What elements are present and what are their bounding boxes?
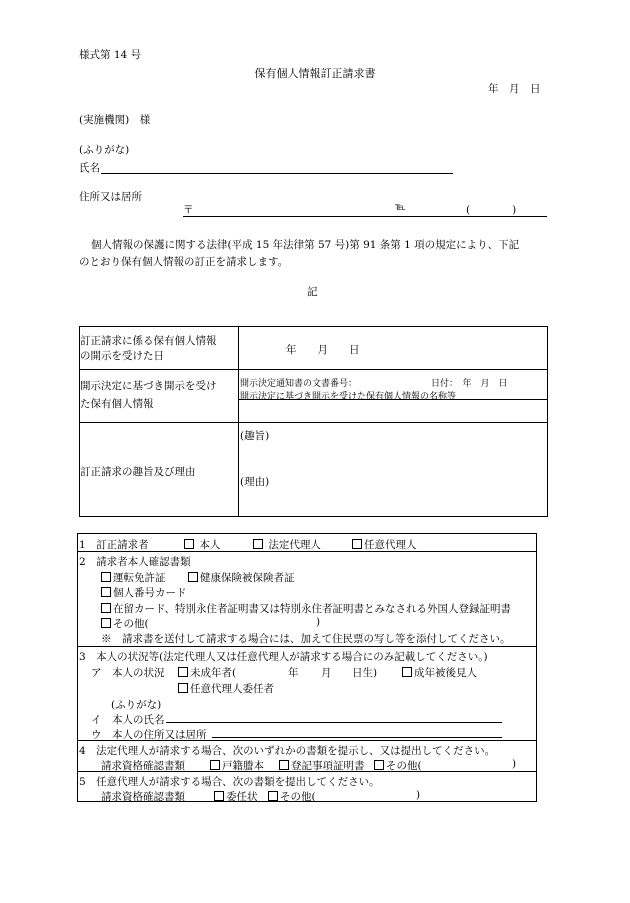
name-furigana-label: (ふりがな) <box>79 144 130 156</box>
s5-opt-other[interactable]: その他( <box>268 789 316 804</box>
s3-a-principal[interactable]: 任意代理人委任者 <box>178 681 274 696</box>
checkbox-icon <box>101 587 111 597</box>
checkbox-icon <box>253 539 263 549</box>
s2-item-residence[interactable]: 在留カード、特別永住者証明書又は特別永住者証明書とみなされる外国人登録証明書 <box>101 601 511 616</box>
s4-opt-koseki[interactable]: 戸籍謄本 <box>210 758 264 773</box>
s1-label: 1 訂正請求者 <box>79 539 149 551</box>
row2-label-line2: た保有個人情報 <box>80 398 154 410</box>
row-divider-1 <box>79 369 548 370</box>
addressee: (実施機関) 様 <box>79 114 151 126</box>
s3-name-line[interactable] <box>166 722 502 723</box>
s5-opt-other-close: ) <box>416 789 421 801</box>
s4-label: 4 法定代理人が請求する場合、次のいずれかの書類を提示し、又は提出してください。 <box>79 745 496 757</box>
checkbox-icon <box>210 760 220 770</box>
s5-label: 5 任意代理人が請求する場合、次の書類を提出してください。 <box>79 776 380 788</box>
notice-date-label[interactable]: 日付： 年 月 日 <box>431 379 508 389</box>
s2-item-insurance[interactable]: 健康保険被保険者証 <box>188 570 295 585</box>
s5-opt-proxy[interactable]: 委任状 <box>214 789 258 804</box>
row3-label: 訂正請求の趣旨及び理由 <box>80 466 196 478</box>
s2-item-license[interactable]: 運転免許証 <box>101 570 166 585</box>
s2-item-other[interactable]: その他( <box>101 616 149 631</box>
checkbox-icon <box>178 667 188 677</box>
date-line: 年 月 日 <box>488 83 541 95</box>
s3-b-label: イ 本人の氏名 <box>91 714 165 726</box>
intro-line1: 個人情報の保護に関する法律(平成 15 年法律第 57 号)第 91 条第 1 項の規定により、下記 <box>91 239 520 251</box>
s5-docs-label: 請求資格確認書類 <box>101 791 185 803</box>
checkbox-icon <box>268 791 278 801</box>
s3-address-line[interactable] <box>212 737 502 738</box>
s4-opt-other-close: ) <box>512 758 517 770</box>
s3-a-ward[interactable]: 成年被後見人 <box>402 665 477 680</box>
s1-opt-legal-agent[interactable]: 法定代理人 <box>253 537 321 552</box>
s3-a-label: ア 本人の状況 <box>91 667 165 679</box>
name-label: 氏名 <box>79 162 100 174</box>
s4-opt-registry[interactable]: 登記事項証明書 <box>279 758 365 773</box>
address-line[interactable] <box>183 216 547 217</box>
s2-note: ※ 請求書を送付して請求する場合には、加えて住民票の写し等を添付してください。 <box>101 633 511 645</box>
s3-a-year: 年 <box>288 667 299 679</box>
s4-docs-label: 請求資格確認書類 <box>101 760 185 772</box>
s2-item-other-close: ) <box>316 616 321 628</box>
row-divider-2 <box>79 422 548 423</box>
s4-opt-other[interactable]: その他( <box>374 758 422 773</box>
purpose-label[interactable]: (趣旨) <box>240 430 270 442</box>
s2-label: 2 請求者本人確認書類 <box>79 556 191 568</box>
s3-a-month: 月 <box>321 667 332 679</box>
row1-label-line1: 訂正請求に係る保有個人情報 <box>80 335 217 347</box>
form-number: 様式第 14 号 <box>79 49 142 61</box>
checkbox-icon <box>352 539 362 549</box>
info-name-label[interactable]: 開示決定に基づき開示を受けた保有個人情報の名称等 <box>240 392 457 402</box>
tel-mark: ℡ <box>395 202 406 213</box>
checkbox-icon <box>184 539 194 549</box>
doc-number-label[interactable]: 開示決定通知書の文書番号： <box>240 379 358 389</box>
checkbox-icon <box>101 603 111 613</box>
form-title: 保有個人情報訂正請求書 <box>254 67 376 80</box>
checkbox-icon <box>101 572 111 582</box>
s-divider-2 <box>77 646 537 647</box>
checkbox-icon <box>279 760 289 770</box>
checkbox-icon <box>374 760 384 770</box>
address-label: 住所又は居所 <box>79 191 142 203</box>
row1-label-line2: の開示を受けた日 <box>80 350 164 362</box>
s3-c-label: ウ 本人の住所又は居所 <box>91 729 207 741</box>
checkbox-icon <box>214 791 224 801</box>
s1-opt-voluntary-agent[interactable]: 任意代理人 <box>352 537 417 552</box>
row2-label-line1: 開示決定に基づき開示を受け <box>80 380 217 392</box>
checkbox-icon <box>178 683 188 693</box>
postal-mark: 〒 <box>183 204 194 216</box>
reason-label[interactable]: (理由) <box>240 476 270 488</box>
checkbox-icon <box>402 667 412 677</box>
checkbox-icon <box>188 572 198 582</box>
s3-a-minor[interactable]: 未成年者( <box>178 665 236 680</box>
s2-item-mynumber[interactable]: 個人番号カード <box>101 585 187 600</box>
s1-opt-self[interactable]: 本人 <box>184 537 220 552</box>
s3-label: 3 本人の状況等(法定代理人又は任意代理人が請求する場合にのみ記載してください。) <box>79 651 488 663</box>
intro-line2: のとおり保有個人情報の訂正を請求します。 <box>79 256 289 268</box>
name-line[interactable] <box>101 173 453 174</box>
ki-mark: 記 <box>307 286 318 298</box>
disclosure-date[interactable]: 年 月 日 <box>286 344 360 356</box>
s3-a-day: 日生) <box>352 667 378 679</box>
tel-paren: ( ) <box>466 204 517 216</box>
checkbox-icon <box>101 618 111 628</box>
s3-furigana: (ふりがな) <box>111 699 162 711</box>
